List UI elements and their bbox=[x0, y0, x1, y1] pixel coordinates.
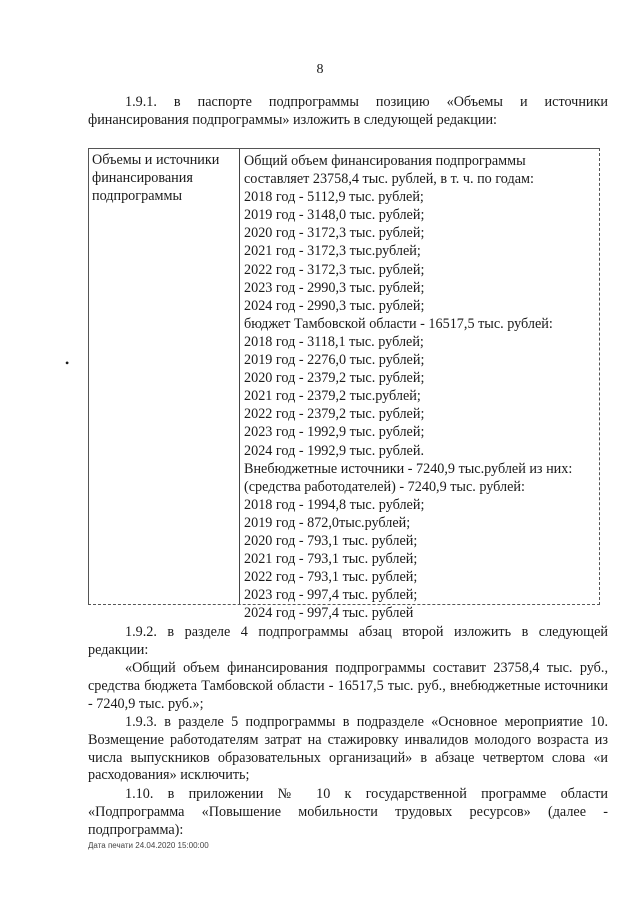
financing-line: 2022 год - 2379,2 тыс. рублей; bbox=[244, 406, 425, 423]
financing-line: 2022 год - 793,1 тыс. рублей; bbox=[244, 569, 418, 586]
table-left-cell: Объемы и источники финансирования подпрограммы bbox=[92, 152, 220, 204]
financing-table bbox=[88, 148, 600, 622]
financing-line: 2020 год - 3172,3 тыс. рублей; bbox=[244, 225, 425, 242]
page-number: 8 bbox=[316, 62, 324, 77]
financing-line: 2024 год - 1992,9 тыс. рублей. bbox=[244, 442, 424, 459]
financing-line: 2021 год - 3172,3 тыс.рублей; bbox=[244, 243, 421, 260]
financing-line: 2018 год - 3118,1 тыс. рублей; bbox=[244, 333, 424, 350]
financing-line: бюджет Тамбовской области - 16517,5 тыс. рублей: bbox=[244, 315, 553, 332]
financing-line: 2018 год - 1994,8 тыс. рублей; bbox=[244, 496, 425, 513]
paragraph-quote: «Общий объем финансирования подпрограммы составит 23758,4 тыс. руб., средства бюджета Тамбовской области - 16517,5 тыс. руб., внебюджетные источники - 7240,9 тыс. руб.»; bbox=[88, 660, 608, 712]
financing-line: (средства работодателей) - 7240,9 тыс. рублей: bbox=[244, 478, 525, 495]
print-date-footer: Дата печати 24.04.2020 15:00:00 bbox=[88, 841, 209, 850]
financing-line: 2021 год - 2379,2 тыс.рублей; bbox=[244, 388, 421, 405]
financing-line: Общий объем финансирования подпрограммы bbox=[244, 153, 526, 169]
financing-line: 2020 год - 2379,2 тыс. рублей; bbox=[244, 370, 425, 387]
table-column-divider bbox=[239, 149, 240, 604]
financing-line: 2021 год - 793,1 тыс. рублей; bbox=[244, 551, 418, 568]
paragraph-1-9-3: 1.9.3. в разделе 5 подпрограммы в подразделе «Основное мероприятие 10. Возмещение работодателям затрат на стажировку инвалидов молодого возраста из числа выпускников образовательных организаций» в абзаце четвертом слова «и расходования» исключить; bbox=[88, 714, 608, 784]
financing-line: 2019 год - 2276,0 тыс. рублей; bbox=[244, 352, 425, 369]
financing-line: 2018 год - 5112,9 тыс. рублей; bbox=[244, 189, 424, 206]
paragraph-1-10: 1.10. в приложении № 10 к государственной программе области «Подпрограмма «Повышение мобильности трудовых ресурсов» (далее - подпрограмма): bbox=[88, 786, 608, 838]
financing-line: 2020 год - 793,1 тыс. рублей; bbox=[244, 532, 418, 549]
financing-line: 2023 год - 1992,9 тыс. рублей; bbox=[244, 424, 425, 441]
financing-line: 2019 год - 872,0тыс.рублей; bbox=[244, 514, 411, 531]
financing-line: 2023 год - 2990,3 тыс. рублей; bbox=[244, 279, 425, 296]
financing-line: 2022 год - 3172,3 тыс. рублей; bbox=[244, 261, 425, 278]
financing-line: Внебюджетные источники - 7240,9 тыс.рублей из них: bbox=[244, 460, 573, 477]
financing-line: 2024 год - 997,4 тыс. рублей bbox=[244, 605, 414, 622]
financing-line: 2023 год - 997,4 тыс. рублей; bbox=[244, 587, 418, 604]
paragraph-1-9-2: 1.9.2. в разделе 4 подпрограммы абзац второй изложить в следующей редакции: bbox=[88, 624, 608, 658]
financing-line: 2019 год - 3148,0 тыс. рублей; bbox=[244, 207, 425, 224]
financing-line: 2024 год - 2990,3 тыс. рублей; bbox=[244, 297, 425, 314]
paragraph-1-9-1: 1.9.1. в паспорте подпрограммы позицию «Объемы и источники финансирования подпрограммы» изложить в следующей редакции: bbox=[88, 94, 608, 128]
financing-line: составляет 23758,4 тыс. рублей, в т. ч. по годам: bbox=[244, 171, 534, 188]
margin-dot: • bbox=[65, 356, 70, 370]
table-right-cell bbox=[244, 152, 596, 622]
